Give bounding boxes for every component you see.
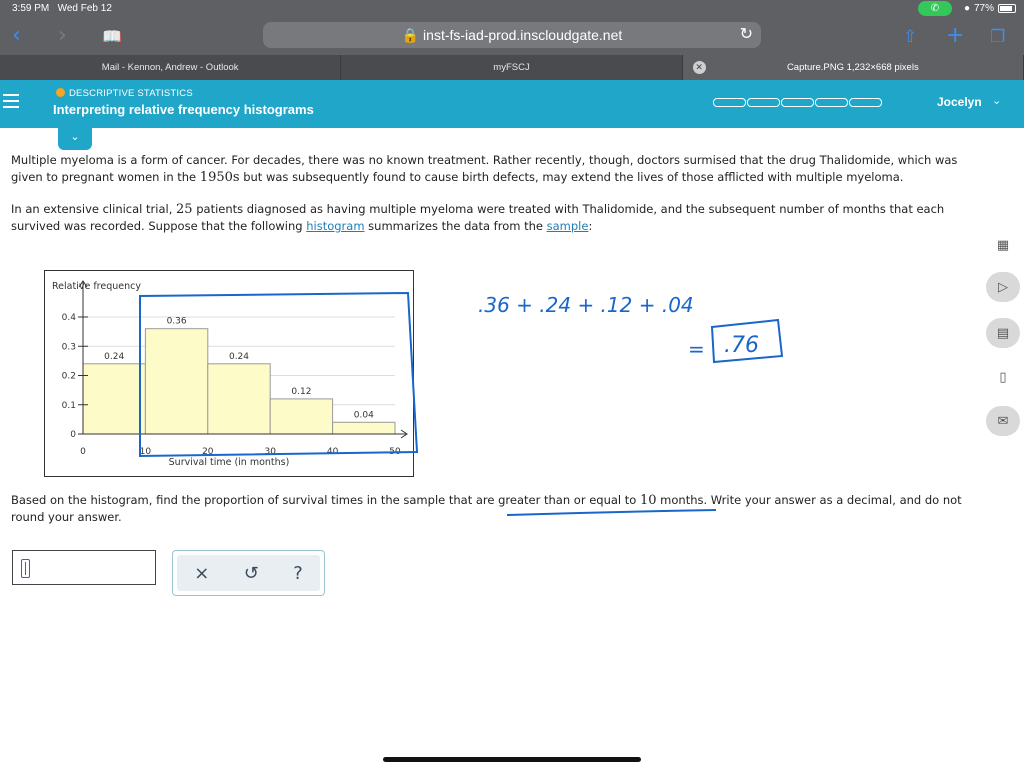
y-tick-label: 0 [70, 430, 76, 440]
tab-label: Mail - Kennon, Andrew - Outlook [101, 62, 239, 73]
bar-value-label: 0.24 [228, 351, 250, 362]
mail-icon[interactable]: ✉ [986, 406, 1020, 436]
new-tab-icon[interactable]: + [946, 23, 965, 48]
answer-tools [172, 550, 325, 596]
histogram-bar [333, 422, 395, 434]
y-tick-label: 0.4 [61, 313, 76, 323]
bar-value-label: 0.36 [166, 316, 187, 327]
battery-icon [998, 4, 1016, 13]
y-axis-label: Relative frequency [52, 281, 141, 292]
tabs-overview-icon[interactable]: ❐ [990, 27, 1006, 47]
question-text: Based on the histogram, find the proportion of survival times in the sample that are greater than or equal to 10 months. Write your answer as a decimal, and do not round your answer. [11, 493, 962, 524]
x-tick-label: 10 [139, 447, 152, 457]
problem-intro: Multiple myeloma is a form of cancer. For decades, there was no known treatment. Rather recently, though, doctors surmised that the drug Thalidomide, which was given to pregnant women in the 1950s but was subsequently found to cause birth defects, may extend the lives of those afflicted with multiple myeloma. [11, 153, 958, 185]
share-icon[interactable]: ⇧ [903, 27, 918, 47]
undo-button[interactable]: ↺ [243, 562, 259, 584]
menu-icon[interactable] [3, 94, 19, 110]
chevron-down-icon[interactable]: ⌄ [992, 94, 1002, 107]
tab-outlook[interactable] [0, 55, 341, 80]
histogram-bar [145, 329, 207, 434]
progress-bar [713, 98, 883, 107]
y-tick-label: 0.2 [61, 371, 76, 382]
sample-link[interactable]: sample [546, 219, 589, 233]
histogram [44, 270, 414, 477]
ebook-icon[interactable]: ▤ [986, 318, 1020, 348]
battery-status [964, 3, 1016, 14]
cursor-icon [21, 559, 30, 578]
topic-status-icon [56, 88, 65, 97]
lesson-title: Interpreting relative frequency histograms [53, 102, 314, 117]
close-tab-icon[interactable]: ✕ [693, 61, 706, 74]
topic-label: DESCRIPTIVE STATISTICS [56, 88, 193, 99]
reload-icon[interactable]: ↻ [739, 26, 753, 43]
address-bar[interactable] [263, 22, 761, 48]
progress-segment [781, 98, 814, 107]
video-icon[interactable]: ▷ [986, 272, 1020, 302]
histogram-bar [270, 399, 332, 434]
answer-input[interactable] [35, 557, 150, 579]
x-tick-label: 40 [326, 447, 339, 457]
bar-value-label: 0.24 [104, 351, 125, 362]
home-indicator [383, 757, 641, 762]
problem-setup: In an extensive clinical trial, 25 patients diagnosed as having multiple myeloma were treated with Thalidomide, and the subsequent number of months that each survived was recorded. Suppose that the following histogram summarizes the data from the sample: [11, 202, 945, 233]
x-tick-label: 50 [389, 447, 401, 457]
lock-icon: 🔒 [401, 27, 420, 43]
tab-myfscj[interactable] [341, 55, 682, 80]
phone-icon[interactable]: ✆ [918, 1, 952, 16]
back-icon[interactable]: ‹ [12, 23, 21, 48]
tab-label: Capture.PNG 1,232×668 pixels [786, 62, 919, 73]
user-name[interactable]: Jocelyn [937, 95, 982, 109]
url-text: inst-fs-iad-prod.inscloudgate.net [423, 27, 623, 43]
battery-percent: 77% [973, 3, 994, 14]
histogram-svg [45, 271, 415, 478]
histogram-bar [208, 364, 270, 434]
x-tick-label: 0 [80, 447, 86, 457]
browser-toolbar [0, 18, 1024, 55]
bar-value-label: 0.04 [353, 410, 374, 421]
progress-segment [747, 98, 780, 107]
ink-result: .76 [724, 333, 759, 358]
dictionary-icon[interactable]: ▯ [999, 369, 1007, 385]
histogram-link[interactable]: histogram [306, 219, 365, 233]
status-bar [0, 0, 1024, 18]
progress-segment [849, 98, 882, 107]
tab-bar [0, 55, 1024, 80]
status-time: 3:59 PM Wed Feb 12 [12, 3, 112, 14]
ink-sum: .36 + .24 + .12 + .04 [478, 293, 694, 317]
bookmarks-icon[interactable]: 📖 [102, 27, 122, 46]
tab-capture[interactable] [683, 55, 1024, 80]
bar-value-label: 0.12 [291, 386, 312, 397]
wifi-icon: ● [963, 3, 970, 14]
progress-segment [713, 98, 746, 107]
x-tick-label: 30 [264, 447, 276, 457]
y-tick-label: 0.1 [61, 400, 76, 411]
y-tick-label: 0.3 [61, 342, 76, 353]
clear-button[interactable]: × [194, 562, 210, 584]
x-tick-label: 20 [202, 447, 214, 457]
x-axis-label: Survival time (in months) [168, 457, 290, 468]
chevron-down-icon[interactable]: ⌄ [58, 128, 92, 150]
answer-field[interactable] [12, 550, 156, 585]
forward-icon[interactable]: › [58, 23, 67, 48]
progress-segment [815, 98, 848, 107]
calculator-icon[interactable]: ▦ [996, 237, 1010, 253]
ink-equals: = [688, 337, 705, 361]
ink-answer-box [712, 320, 782, 362]
tab-label: myFSCJ [493, 62, 530, 73]
help-button[interactable]: ? [293, 562, 303, 584]
histogram-bar [83, 364, 145, 434]
